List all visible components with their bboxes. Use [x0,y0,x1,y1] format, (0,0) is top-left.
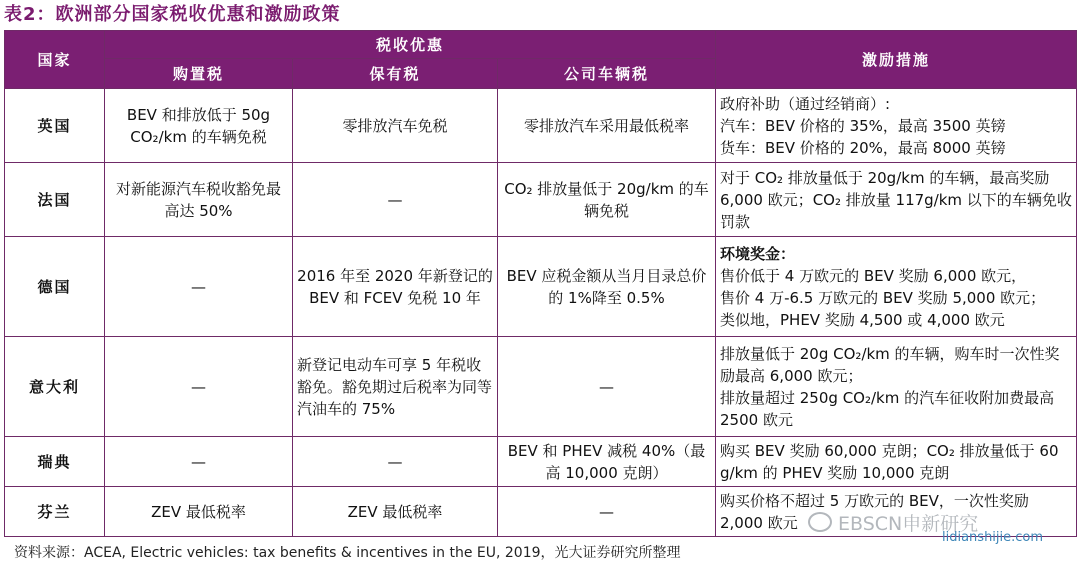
watermark-text: EBSCN申新研究 [838,512,979,535]
purchase-cell: — [105,237,293,337]
incentive-line: 购买价格不超过 5 万欧元的 BEV，一次性奖励 2,000 欧元 [720,491,1029,532]
table-title: 表2：欧洲部分国家税收优惠和激励政策 [4,4,341,25]
wechat-icon [808,512,832,532]
header-country: 国家 [5,31,105,89]
watermark-url: lidianshijie.com [942,530,1044,545]
policy-table [4,30,1077,537]
company-cell: 零排放汽车采用最低税率 [498,89,716,163]
incentive-line: 对于 CO₂ 排放量低于 20g/km 的车辆，最高奖励 6,000 欧元；CO₂ 排放量 117g/km 以下的车辆免收罚款 [720,168,1072,231]
holding-cell: 零排放汽车免税 [293,89,498,163]
purchase-cell: 对新能源汽车税收豁免最高达 50% [105,163,293,237]
holding-cell: 新登记电动车可享 5 年税收豁免。豁免期过后税率为同等汽油车的 75% [293,337,498,437]
incentive-line: 售价低于 4 万欧元的 BEV 奖励 6,000 欧元， [720,266,1027,285]
incentive-line: 货车：BEV 价格的 20%，最高 8000 英镑 [720,138,1006,157]
company-cell: CO₂ 排放量低于 20g/km 的车辆免税 [498,163,716,237]
table-row [5,163,1077,237]
company-cell: BEV 应税金额从当月目录总价的 1%降至 0.5% [498,237,716,337]
header-holding: 保有税 [293,59,498,89]
source-note: 资料来源：ACEA, Electric vehicles: tax benefits & incentives in the EU, 2019，光大证券研究所整理 [14,545,681,561]
holding-cell: — [293,163,498,237]
incentive-line: 售价 4 万-6.5 万欧元的 BEV 奖励 5,000 欧元； [720,288,1046,307]
incentive-line: 政府补助（通过经销商）: [720,94,891,113]
country-cell: 瑞典 [5,437,105,487]
header-company: 公司车辆税 [498,59,716,89]
incentive-line: 环境奖金： [720,244,796,263]
incentive-line: 汽车：BEV 价格的 35%，最高 3500 英镑 [720,116,1006,135]
country-cell: 法国 [5,163,105,237]
holding-cell: — [293,437,498,487]
table-row [5,237,1077,337]
incentive-cell [716,89,1077,163]
table-row [5,437,1077,487]
country-cell: 德国 [5,237,105,337]
incentive-line: 购买 BEV 奖励 60,000 克朗；CO₂ 排放量低于 60 g/km 的 PHEV 奖励 10,000 克朗 [720,441,1059,482]
purchase-cell: ZEV 最低税率 [105,487,293,537]
country-cell: 芬兰 [5,487,105,537]
header-incentive: 激励措施 [716,31,1077,89]
header-purchase: 购置税 [105,59,293,89]
incentive-line: 排放量超过 250g CO₂/km 的汽车征收附加费最高 2500 欧元 [720,388,1055,429]
incentive-cell [716,237,1077,337]
incentive-line: 排放量低于 20g CO₂/km 的车辆，购车时一次性奖励最高 6,000 欧元； [720,344,1060,385]
incentive-cell [716,337,1077,437]
holding-cell: ZEV 最低税率 [293,487,498,537]
purchase-cell: — [105,437,293,487]
company-cell: — [498,337,716,437]
purchase-cell: — [105,337,293,437]
incentive-cell [716,163,1077,237]
incentive-line: 类似地，PHEV 奖励 4,500 或 4,000 欧元 [720,310,1005,329]
company-cell: BEV 和 PHEV 减税 40%（最高 10,000 克朗） [498,437,716,487]
holding-cell: 2016 年至 2020 年新登记的 BEV 和 FCEV 免税 10 年 [293,237,498,337]
table-row [5,337,1077,437]
company-cell: — [498,487,716,537]
incentive-cell [716,437,1077,487]
purchase-cell: BEV 和排放低于 50g CO₂/km 的车辆免税 [105,89,293,163]
table-row [5,89,1077,163]
country-cell: 意大利 [5,337,105,437]
country-cell: 英国 [5,89,105,163]
header-tax: 税收优惠 [105,31,716,59]
